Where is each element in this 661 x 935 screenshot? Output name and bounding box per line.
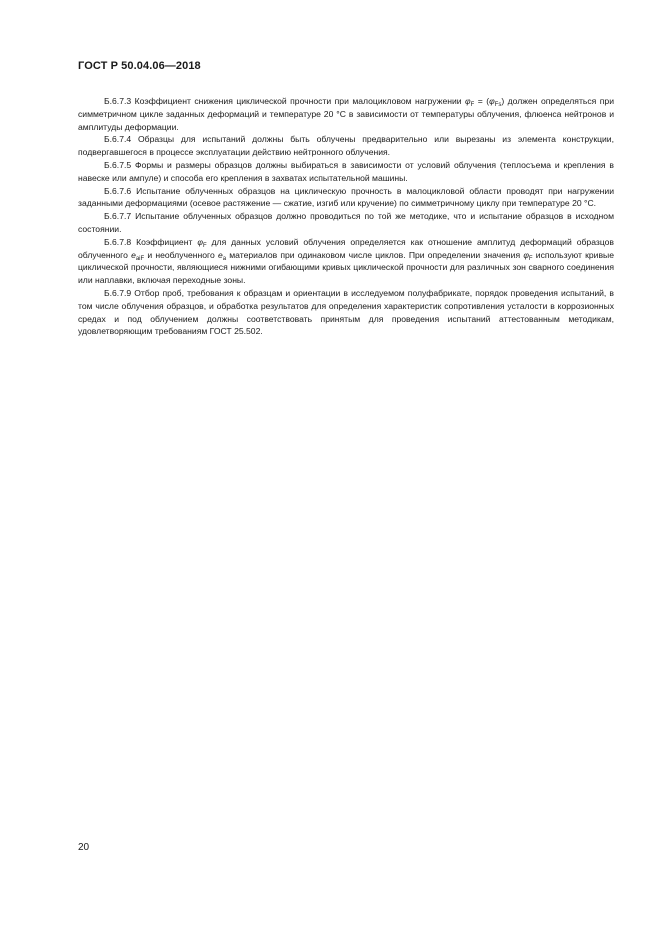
page-number: 20 [78, 842, 90, 853]
paragraph-b-6-7-9: Б.6.7.9 Отбор проб, требования к образцам и ориентации в исследуемом полуфабрикате, порядок проведения испытаний, в том числе облучения образцов, и обработка результатов для определения характеристик сопротивления усталости в коррозионных средах и под облучением должны соответствовать принятым для проведения испытаний аттестованным методикам, удовлетворяющим требованиям ГОСТ 25.502. [78, 287, 614, 337]
paragraph-b-6-7-7: Б.6.7.7 Испытание облученных образцов должно проводиться по той же методике, что и испытание образцов в исходном состоянии. [78, 211, 614, 234]
paragraph-b-6-7-5: Б.6.7.5 Формы и размеры образцов должны выбираться в зависимости от условий облучения (теплосъема и крепления в навеске или ампуле) и способа его крепления в захватах испытательной машины. [78, 159, 614, 183]
document-header: ГОСТ Р 50.04.06—2018 [78, 60, 201, 72]
paragraph-b-6-7-4: Б.6.7.4 Образцы для испытаний должны быть облучены предварительно или вырезаны из элемента конструкции, подвергавшегося в процессе эксплуатации действию нейтронного облучения. [78, 134, 614, 158]
paragraph-b-6-7-6: Б.6.7.6 Испытание облученных образцов на циклическую прочность в малоцикловой области проводят при нагружении заданными деформациями (осевое растяжение — сжатие, изгиб или кручение) по симметричному циклу при температуре 20 °С. [78, 185, 614, 209]
document-body [78, 95, 614, 338]
paragraph-b-6-7-3: Б.6.7.3 Коэффициент снижения циклической прочности при малоцикловом нагружении $\varphi_F = (\varphi_{Fs})$ должен определяться при симметричном цикле заданных деформаций и температуре 20 °С в зависимости от температуры облучения, флюенса нейтронов и амплитуды деформации. [78, 96, 614, 132]
paragraph-b-6-7-8: Б.6.7.8 Коэффициент $\varphi_F$ для данных условий облучения определяется как отношение амплитуд деформаций образцов облученного $e_{aiF}$ и необлученного $e_a$ материалов при одинаковом числе циклов. При определении значения $\varphi_F$ используют кривые циклической прочности, являющиеся нижними огибающими кривых циклической прочности для различных зон сварного соединения или наплавки, включая переходные зоны. [78, 236, 614, 286]
